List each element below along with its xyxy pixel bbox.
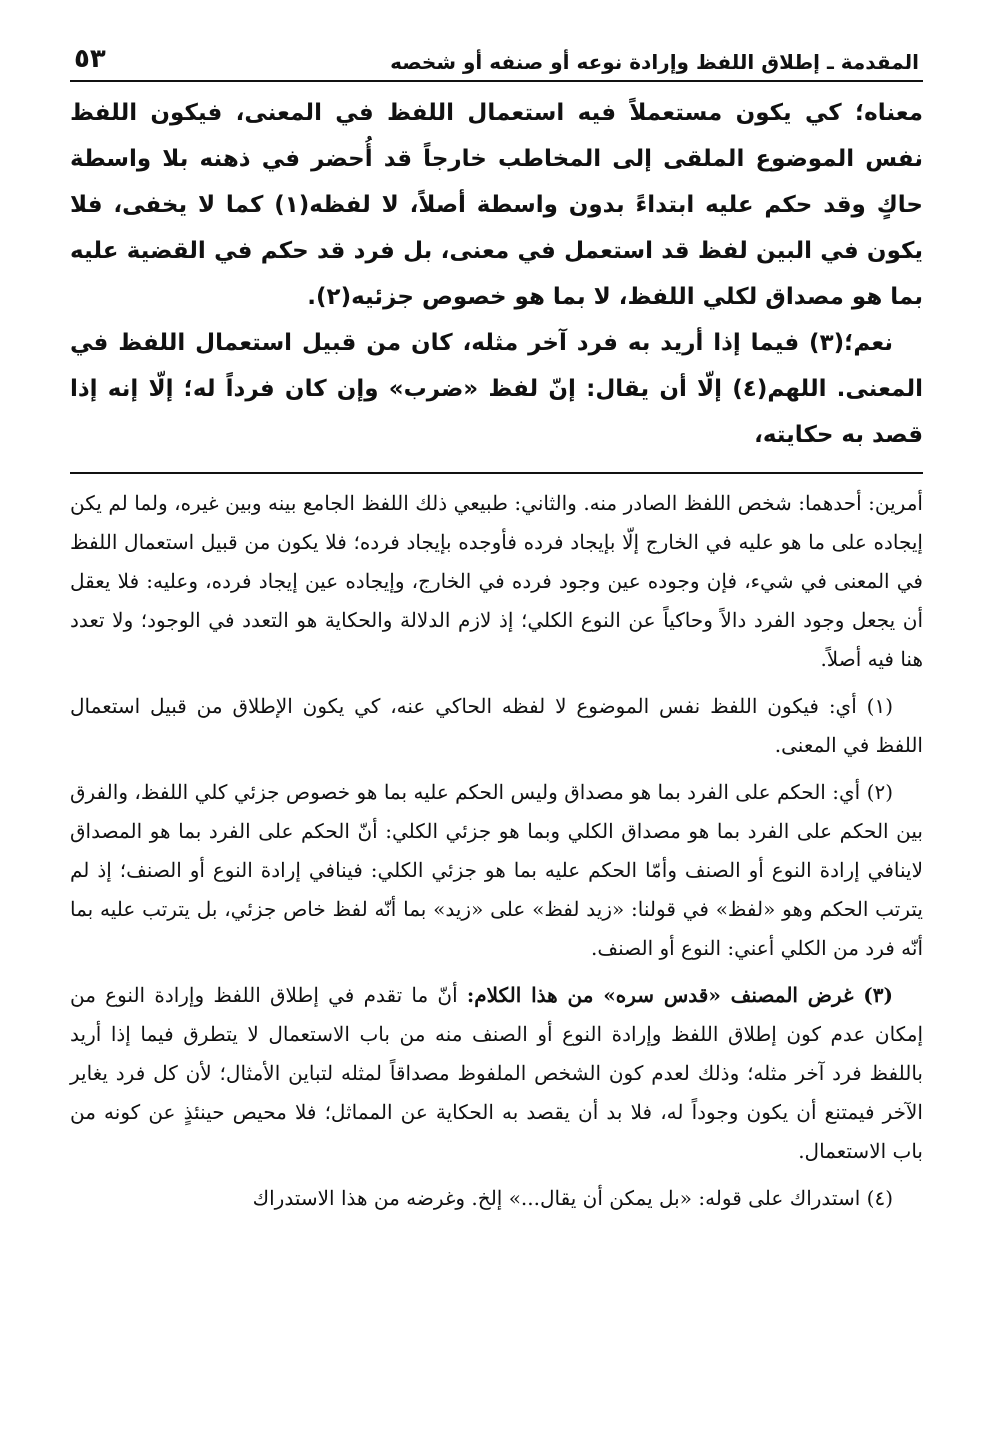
footnote-divider <box>70 472 923 474</box>
page-number: ٥٣ <box>74 44 106 74</box>
book-page <box>70 36 923 1226</box>
main-paragraph: معناه؛ كي يكون مستعملاً فيه استعمال اللفظ في المعنى، فيكون اللفظ نفس الموضوع الملقى إلى المخاطب خارجاً قد أُحضر في ذهنه بلا واسطة حاكٍ وقد حكم عليه ابتداءً بدون واسطة أصلاً، لا لفظه(١) كما لا يخفى، فلا يكون في البين لفظ قد استعمل في معنى، بل فرد قد حكم في القضية عليه بما هو مصداق لكلي اللفظ، لا بما هو خصوص جزئيه(٢). <box>70 100 923 310</box>
footnote-1: (١) أي: فيكون اللفظ نفس الموضوع لا لفظه الحاكي عنه، كي يكون الإطلاق من قبيل استعمال اللفظ في المعنى. <box>70 694 923 757</box>
footnote-3 <box>70 976 923 1171</box>
footnote-3-text: أنّ ما تقدم في إطلاق اللفظ وإرادة النوع من إمكان عدم كون إطلاق اللفظ وإرادة النوع أو الصنف منه من باب الاستعمال لا يتطرق فيما إذا أريد باللفظ فرد آخر مثله؛ وذلك لعدم كون الشخص الملفوظ مصداقاً لمثله لتباين الأمثال؛ لأن كل فرد يغاير الآخر فيمتنع أن يكون وجوداً له، فلا بد أن يقصد به الحكاية عن المماثل؛ فلا محيص حينئذٍ عن كونه من باب الاستعمال. <box>70 983 923 1163</box>
footnote-continuation: أمرين: أحدهما: شخص اللفظ الصادر منه. والثاني: طبيعي ذلك اللفظ الجامع بينه وبين غيره، ولما لم يكن إيجاده على ما هو عليه في الخارج إلّا بإيجاد فرده فأوجده بإيجاد فرده؛ فلا يكون من قبيل استعمال اللفظ في المعنى في شيء، فإن وجوده عين وجود فرده في الخارج، وإيجاده عين إيجاد فرده، وعليه: فلا يعقل أن يجعل وجود الفرد دالاً وحاكياً عن النوع الكلي؛ إذ لازم الدلالة والحكاية هو التعدد في الوجود؛ ولا تعدد هنا فيه أصلاً. <box>70 491 923 671</box>
main-text <box>70 90 923 458</box>
running-title: المقدمة ـ إطلاق اللفظ وإرادة نوعه أو صنفه أو شخصه <box>390 50 919 74</box>
footnotes <box>70 484 923 1218</box>
footnote-4: (٤) استدراك على قوله: «بل يمكن أن يقال...» إلخ. وغرضه من هذا الاستدراك <box>252 1186 893 1210</box>
page-header <box>70 36 923 82</box>
main-paragraph: نعم؛(٣) فيما إذا أريد به فرد آخر مثله، كان من قبيل استعمال اللفظ في المعنى. اللهم(٤) إلّا أن يقال: إنّ لفظ «ضرب» وإن كان فرداً له؛ إلّا إنه إذا قصد به حكايته، <box>70 330 923 448</box>
footnote-2: (٢) أي: الحكم على الفرد بما هو مصداق وليس الحكم عليه بما هو خصوص جزئي كلي اللفظ، والفرق بين الحكم على الفرد بما هو مصداق الكلي وبما هو جزئي الكلي: أنّ الحكم على الفرد بما هو المصداق لاينافي إرادة النوع أو الصنف وأمّا الحكم عليه بما هو جزئي الكلي: فينافي إرادة النوع أو الصنف؛ إذ لم يترتب الحكم وهو «لفظ» في قولنا: «زيد لفظ» على «زيد» بما أنّه لفظ خاص جزئي، بل يترتب عليه بما أنّه فرد من الكلي أعني: النوع أو الصنف. <box>70 780 924 960</box>
footnote-3-lead: (٣) غرض المصنف «قدس سره» من هذا الكلام: <box>466 983 893 1007</box>
